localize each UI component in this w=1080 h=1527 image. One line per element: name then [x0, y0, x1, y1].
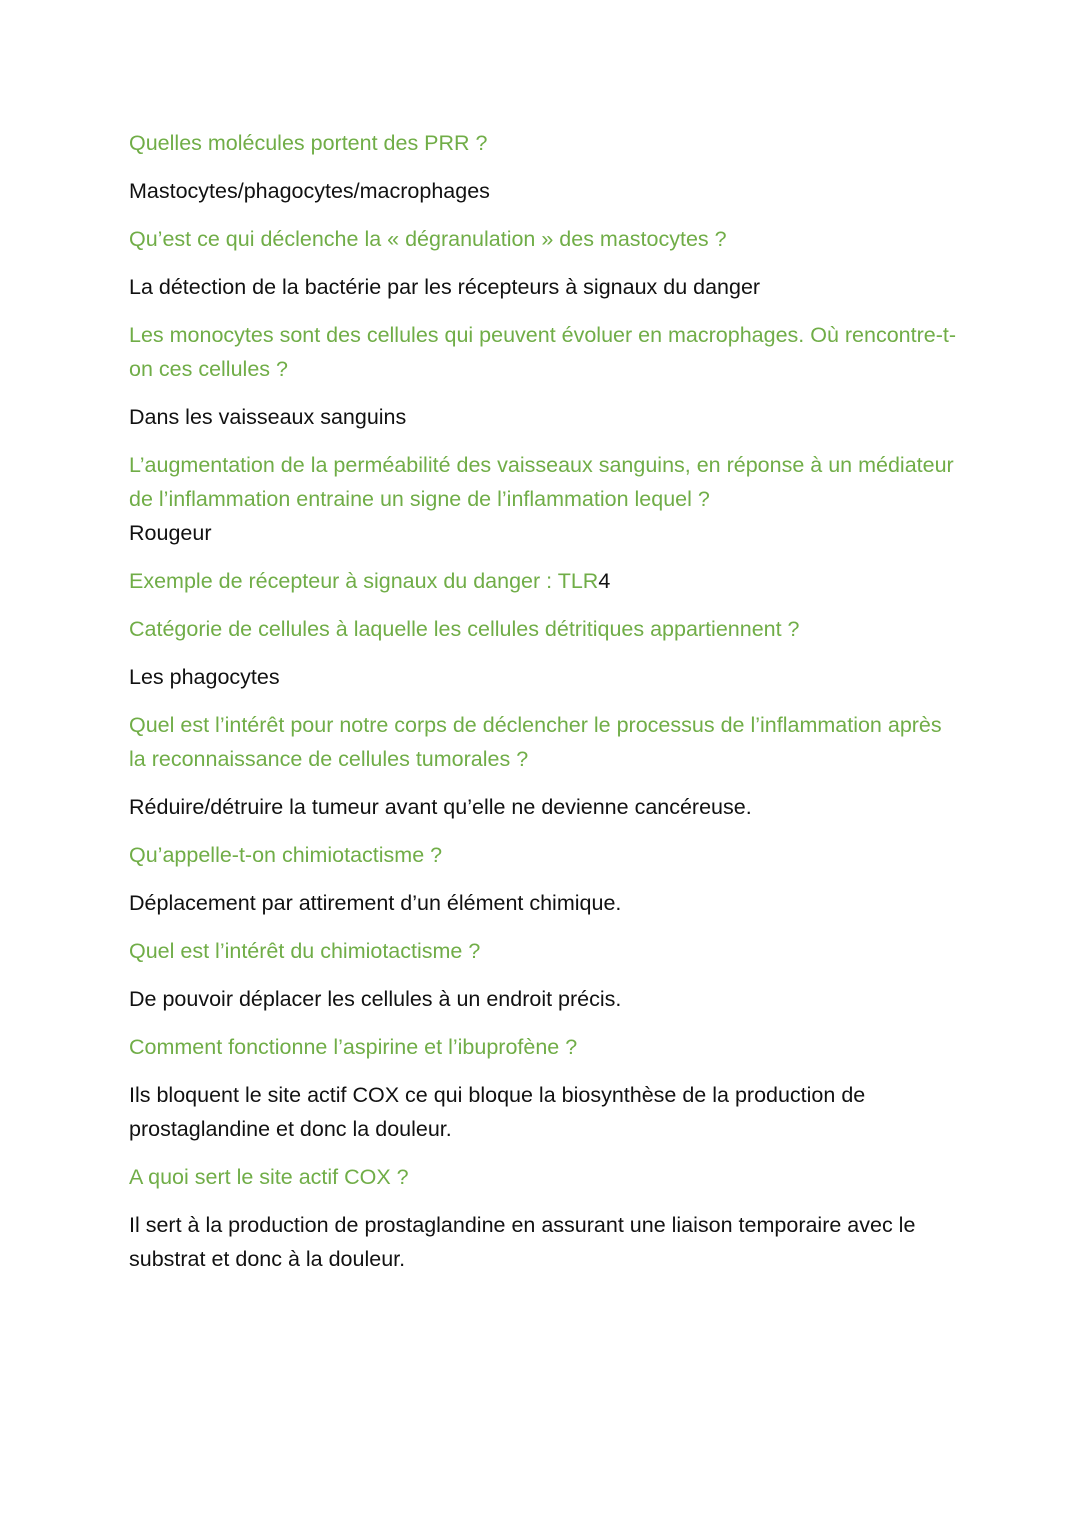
question-5 — [129, 564, 959, 598]
question-5-text: Exemple de récepteur à signaux du danger : TLR — [129, 569, 599, 593]
question-2: Qu’est ce qui déclenche la « dégranulation » des mastocytes ? — [129, 227, 727, 251]
question-4: L’augmentation de la perméabilité des vaisseaux sanguins, en réponse à un médiateur de l’inflammation entraine un signe de l’inflammation lequel ? — [129, 453, 954, 511]
answer-4: Rougeur — [129, 521, 212, 545]
question-6: Catégorie de cellules à laquelle les cellules détritiques appartiennent ? — [129, 617, 800, 641]
answer-9: De pouvoir déplacer les cellules à un endroit précis. — [129, 987, 622, 1011]
question-10: Comment fonctionne l’aspirine et l’ibuprofène ? — [129, 1035, 578, 1059]
answer-7: Réduire/détruire la tumeur avant qu’elle ne devienne cancéreuse. — [129, 795, 752, 819]
answer-1: Mastocytes/phagocytes/macrophages — [129, 179, 490, 203]
answer-3: Dans les vaisseaux sanguins — [129, 405, 407, 429]
question-11: A quoi sert le site actif COX ? — [129, 1165, 409, 1189]
answer-2: La détection de la bactérie par les récepteurs à signaux du danger — [129, 275, 761, 299]
question-5-suffix: 4 — [598, 569, 611, 593]
question-3: Les monocytes sont des cellules qui peuvent évoluer en macrophages. Où rencontre-t-on ces cellules ? — [129, 323, 957, 381]
answer-8: Déplacement par attirement d’un élément chimique. — [129, 891, 622, 915]
question-1: Quelles molécules portent des PRR ? — [129, 131, 488, 155]
answer-6: Les phagocytes — [129, 665, 280, 689]
answer-10: Ils bloquent le site actif COX ce qui bloque la biosynthèse de la production de prostaglandine et donc la douleur. — [129, 1083, 866, 1141]
question-8: Qu’appelle-t-on chimiotactisme ? — [129, 843, 443, 867]
answer-11: Il sert à la production de prostaglandine en assurant une liaison temporaire avec le substrat et donc à la douleur. — [129, 1213, 916, 1271]
question-7: Quel est l’intérêt pour notre corps de déclencher le processus de l’inflammation après la reconnaissance de cellules tumorales ? — [129, 713, 942, 771]
document-page — [129, 126, 959, 1290]
question-9: Quel est l’intérêt du chimiotactisme ? — [129, 939, 481, 963]
